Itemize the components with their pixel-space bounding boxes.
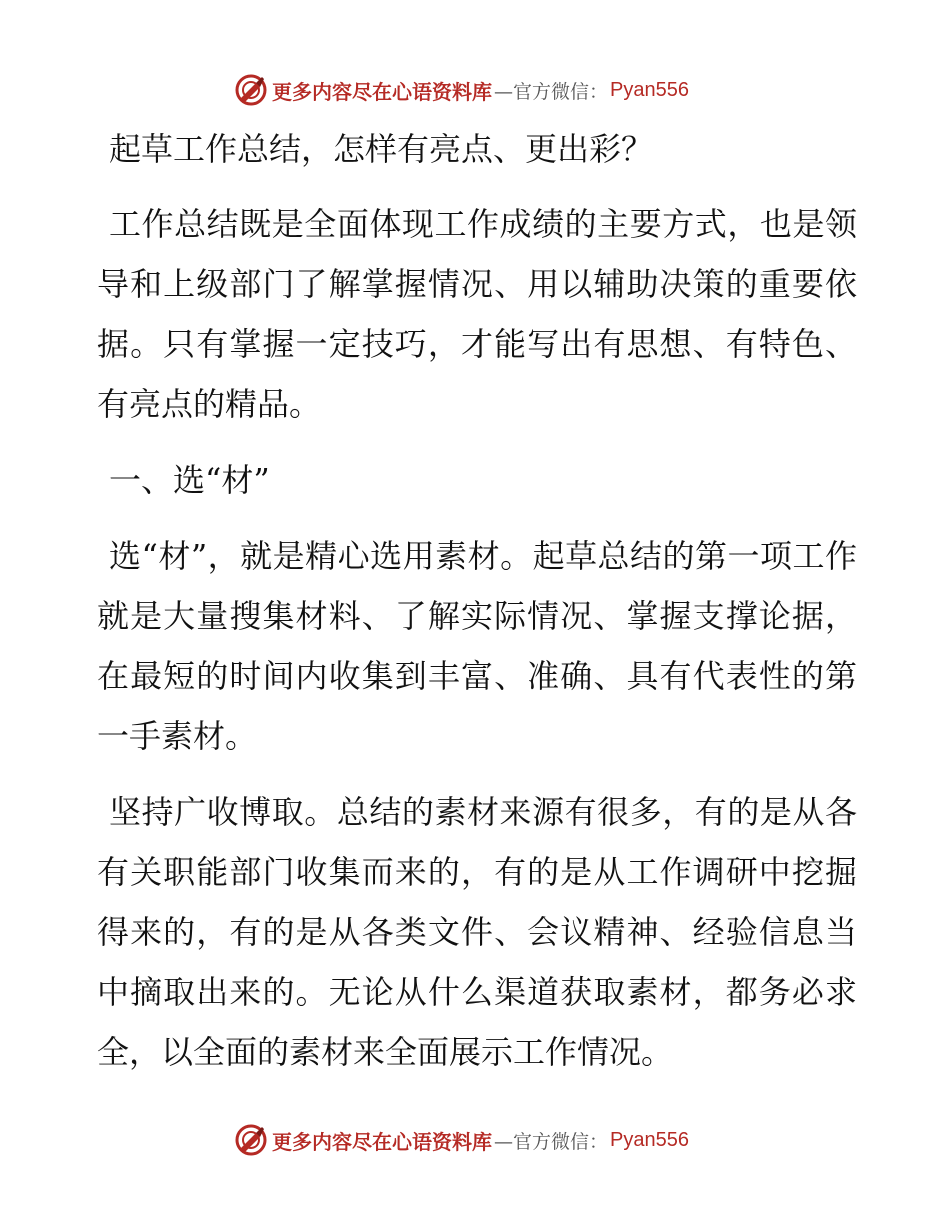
watermark-main-text: 更多内容尽在心语资料库 [272, 1129, 492, 1154]
footer-watermark [234, 1122, 689, 1158]
paragraph-intro: 工作总结既是全面体现工作成绩的主要方式，也是领导和上级部门了解掌握情况、用以辅助决策的重要依据。只有掌握一定技巧，才能写出有思想、有特色、有亮点的精品。 [97, 205, 857, 423]
watermark-code-text: Pyan556 [610, 78, 689, 101]
watermark-code-text: Pyan556 [610, 1128, 689, 1151]
header-watermark [234, 72, 689, 108]
paragraph-broad-collection: 坚持广收博取。总结的素材来源有很多，有的是从各有关职能部门收集而来的，有的是从工作调研中挖掘得来的，有的是从各类文件、会议精神、经验信息当中摘取出来的。无论从什么渠道获取素材，都务必求全，以全面的素材来全面展示工作情况。 [97, 793, 857, 1071]
watermark-main-text: 更多内容尽在心语资料库 [272, 79, 492, 104]
seal-logo-icon [234, 73, 268, 107]
paragraph-select-material: 选“材”，就是精心选用素材。起草总结的第一项工作就是大量搜集材料、了解实际情况、掌握支撑论据，在最短的时间内收集到丰富、准确、具有代表性的第一手素材。 [97, 537, 857, 755]
watermark-dash-text: —官方微信： [494, 80, 609, 103]
seal-logo-icon [234, 1123, 268, 1157]
section-heading: 一、选“材” [109, 461, 270, 499]
document-title: 起草工作总结，怎样有亮点、更出彩？ [109, 130, 654, 168]
watermark-dash-text: —官方微信： [494, 1130, 609, 1153]
document-body [97, 120, 857, 1082]
